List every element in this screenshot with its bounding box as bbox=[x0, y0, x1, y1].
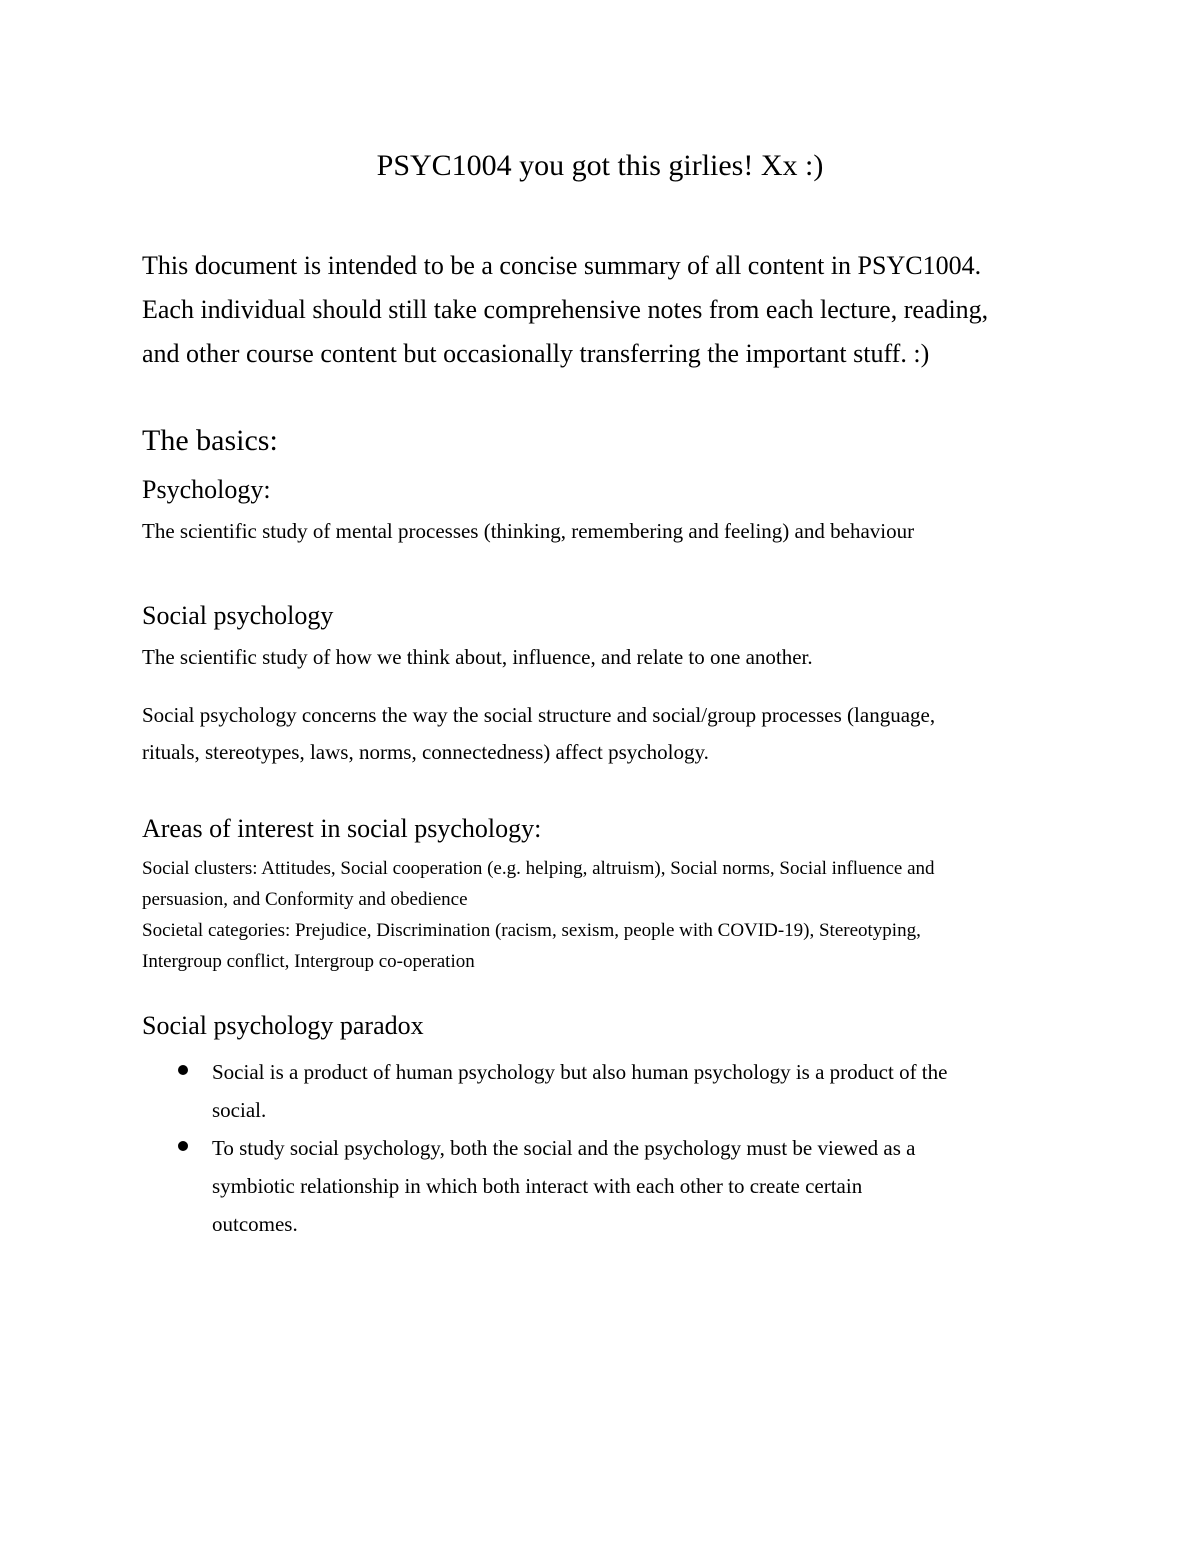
bullet-icon bbox=[178, 1065, 188, 1075]
intro-line: Each individual should still take comprehensive notes from each lecture, reading, bbox=[142, 295, 989, 324]
bullet-line: outcomes. bbox=[212, 1212, 298, 1236]
psychology-definition: The scientific study of mental processes (thinking, remembering and feeling) and behaviour bbox=[142, 519, 915, 543]
paradox-bullet-list bbox=[142, 1053, 1082, 1243]
bullet-line: social. bbox=[212, 1098, 267, 1122]
document-title: PSYC1004 you got this girlies! Xx :) bbox=[376, 149, 824, 182]
psychology-heading: Psychology: bbox=[142, 475, 271, 504]
areas-line: Intergroup conflict, Intergroup co-operation bbox=[142, 951, 475, 972]
bullet-line: To study social psychology, both the social and the psychology must be viewed as a bbox=[212, 1136, 916, 1160]
basics-heading: The basics: bbox=[142, 424, 278, 457]
concerns-line: Social psychology concerns the way the social structure and social/group processes (language, bbox=[142, 703, 936, 727]
social-psychology-definition: The scientific study of how we think about, influence, and relate to one another. bbox=[142, 645, 813, 669]
paradox-heading: Social psychology paradox bbox=[142, 1011, 424, 1040]
intro-line: This document is intended to be a concise summary of all content in PSYC1004. bbox=[142, 251, 982, 280]
areas-line: persuasion, and Conformity and obedience bbox=[142, 889, 468, 910]
areas-line: Social clusters: Attitudes, Social cooperation (e.g. helping, altruism), Social norms, Social influence and bbox=[142, 858, 935, 879]
areas-list bbox=[142, 853, 1082, 977]
bullet-icon bbox=[178, 1141, 188, 1151]
social-psychology-concerns bbox=[142, 697, 1082, 771]
intro-line: and other course content but occasionally transferring the important stuff. :) bbox=[142, 339, 930, 368]
concerns-line: rituals, stereotypes, laws, norms, connectedness) affect psychology. bbox=[142, 740, 709, 764]
bullet-line: symbiotic relationship in which both interact with each other to create certain bbox=[212, 1174, 863, 1198]
areas-heading: Areas of interest in social psychology: bbox=[142, 814, 542, 843]
list-item bbox=[142, 1129, 1082, 1243]
bullet-line: Social is a product of human psychology but also human psychology is a product of the bbox=[212, 1060, 948, 1084]
intro-paragraph bbox=[142, 244, 1082, 376]
social-psychology-heading: Social psychology bbox=[142, 601, 334, 630]
list-item bbox=[142, 1053, 1082, 1129]
areas-line: Societal categories: Prejudice, Discrimination (racism, sexism, people with COVID-19), Stereotyping, bbox=[142, 920, 921, 941]
